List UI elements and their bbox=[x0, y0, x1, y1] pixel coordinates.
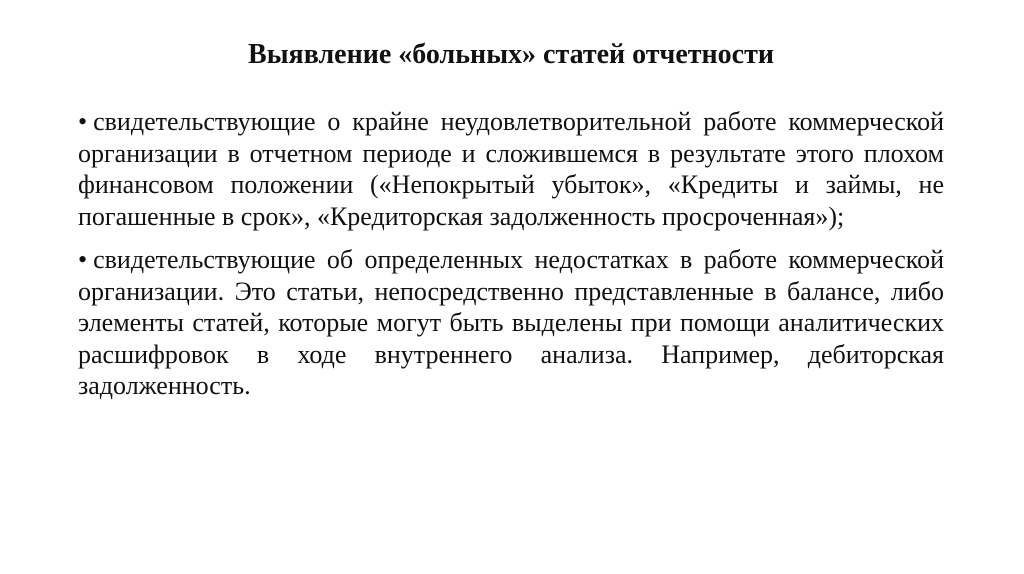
bullet-text: свидетельствующие об определенных недостатках в работе коммерческой организации. Это статьи, непосредственно представленные в балансе, либо элементы статей, которые могут быть выделены при помощи аналитических расшифровок в ходе внутреннего анализа. Например, дебиторская задолженность. bbox=[78, 245, 944, 400]
bullet-marker: • bbox=[78, 245, 88, 274]
bullet-item bbox=[78, 244, 944, 402]
bullet-marker: • bbox=[78, 107, 88, 136]
slide-title: Выявление «больных» статей отчетности bbox=[248, 39, 774, 70]
bullet-text: свидетельствующие о крайне неудовлетворительной работе коммерческой организации в отчетном периоде и сложившемся в результате этого плохом финансовом положении («Непокрытый убыток», «Кредиты и займы, не погашенные в срок», «Кредиторская задолженность просроченная»); bbox=[78, 107, 944, 231]
bullet-item bbox=[78, 106, 944, 232]
bullet-list bbox=[78, 106, 944, 402]
